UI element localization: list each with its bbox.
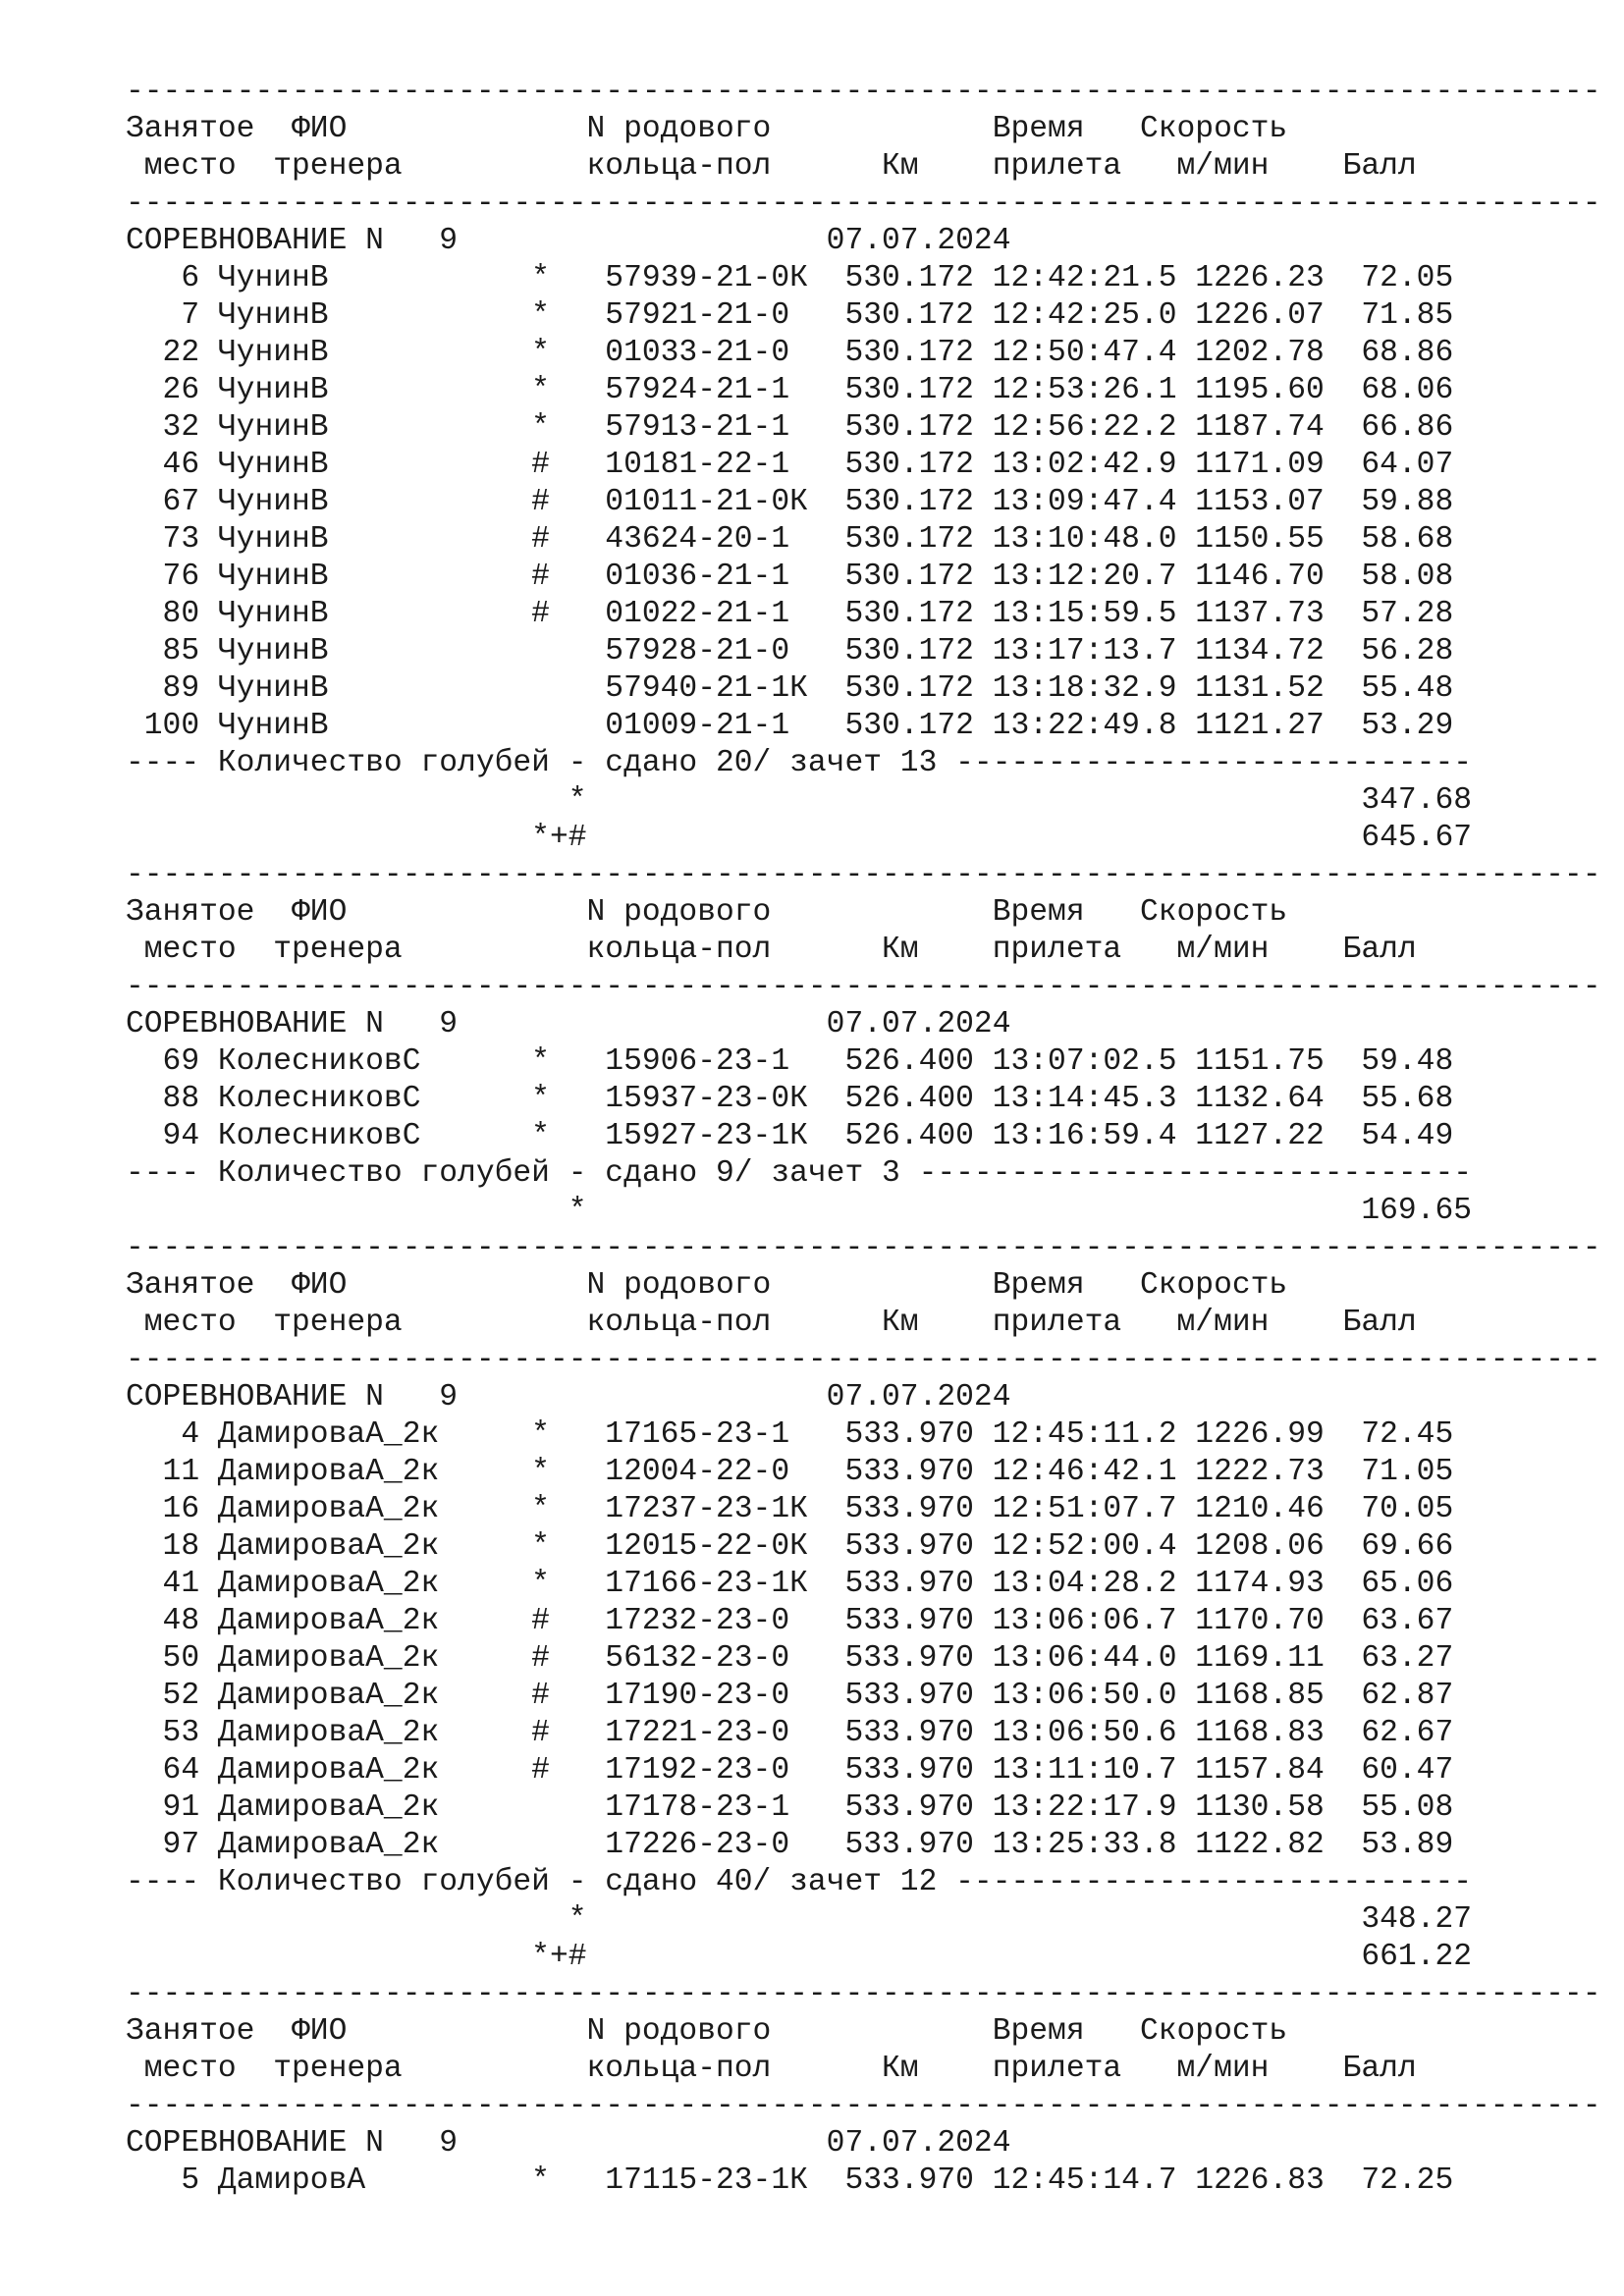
rule-line: --------------------------------------------------------------------------------: [126, 75, 1601, 109]
result-row: 73 ЧунинВ # 43624-20-1 530.172 13:10:48.0 1150.55 58.68: [126, 522, 1454, 557]
pigeon-count-line: ---- Количество голубей - сдано 9/ зачет 3 ------------------------------: [126, 1156, 1473, 1191]
column-header-line-2: место тренера кольца-пол Км прилета м/мин Балл: [126, 149, 1417, 184]
rule-line: --------------------------------------------------------------------------------: [126, 1977, 1601, 2011]
result-row: 94 КолесниковС * 15927-23-1К 526.400 13:16:59.4 1127.22 54.49: [126, 1119, 1454, 1153]
column-header-line-1: Занятое ФИО N родового Время Скорость: [126, 1268, 1417, 1303]
column-header-line-1: Занятое ФИО N родового Время Скорость: [126, 2014, 1417, 2049]
result-row: 53 ДамироваА_2к # 17221-23-0 533.970 13:06:50.6 1168.83 62.67: [126, 1716, 1454, 1750]
result-row: 88 КолесниковС * 15937-23-0К 526.400 13:14:45.3 1132.64 55.68: [126, 1082, 1454, 1116]
result-row: 85 ЧунинВ 57928-21-0 530.172 13:17:13.7 1134.72 56.28: [126, 634, 1454, 668]
result-row: 16 ДамироваА_2к * 17237-23-1К 533.970 12:51:07.7 1210.46 70.05: [126, 1492, 1454, 1526]
rule-line: --------------------------------------------------------------------------------: [126, 970, 1601, 1004]
competition-line: СОРЕВНОВАНИЕ N 9 07.07.2024: [126, 2126, 1011, 2161]
result-row: 89 ЧунинВ 57940-21-1К 530.172 13:18:32.9 1131.52 55.48: [126, 671, 1454, 706]
rule-line: --------------------------------------------------------------------------------: [126, 1231, 1601, 1265]
result-row: 4 ДамироваА_2к * 17165-23-1 533.970 12:45:11.2 1226.99 72.45: [126, 1417, 1454, 1452]
result-row: 76 ЧунинВ # 01036-21-1 530.172 13:12:20.7 1146.70 58.08: [126, 560, 1454, 594]
rule-line: --------------------------------------------------------------------------------: [126, 187, 1601, 221]
pigeon-count-line: ---- Количество голубей - сдано 20/ зачет 13 ----------------------------: [126, 746, 1473, 780]
score-total-line: * 348.27: [126, 1902, 1473, 1937]
result-row: 18 ДамироваА_2к * 12015-22-0К 533.970 12:52:00.4 1208.06 69.66: [126, 1529, 1454, 1564]
score-total-line: * 169.65: [126, 1194, 1473, 1228]
result-row: 5 ДамировА * 17115-23-1К 533.970 12:45:14.7 1226.83 72.25: [126, 2163, 1454, 2198]
column-header-line-1: Занятое ФИО N родового Время Скорость: [126, 895, 1417, 930]
result-row: 32 ЧунинВ * 57913-21-1 530.172 12:56:22.2 1187.74 66.86: [126, 410, 1454, 445]
column-header-line-2: место тренера кольца-пол Км прилета м/мин Балл: [126, 1306, 1417, 1340]
score-total-line: * 347.68: [126, 783, 1473, 818]
result-row: 7 ЧунинВ * 57921-21-0 530.172 12:42:25.0 1226.07 71.85: [126, 298, 1454, 333]
result-row: 80 ЧунинВ # 01022-21-1 530.172 13:15:59.5 1137.73 57.28: [126, 597, 1454, 631]
score-total-line: *+# 645.67: [126, 821, 1473, 855]
result-row: 69 КолесниковС * 15906-23-1 526.400 13:07:02.5 1151.75 59.48: [126, 1044, 1454, 1079]
result-row: 6 ЧунинВ * 57939-21-0К 530.172 12:42:21.5 1226.23 72.05: [126, 261, 1454, 295]
column-header-line-2: место тренера кольца-пол Км прилета м/мин Балл: [126, 2052, 1417, 2086]
rule-line: --------------------------------------------------------------------------------: [126, 858, 1601, 892]
result-row: 52 ДамироваА_2к # 17190-23-0 533.970 13:06:50.0 1168.85 62.87: [126, 1679, 1454, 1713]
result-row: 46 ЧунинВ # 10181-22-1 530.172 13:02:42.9 1171.09 64.07: [126, 448, 1454, 482]
result-row: 41 ДамироваА_2к * 17166-23-1К 533.970 13:04:28.2 1174.93 65.06: [126, 1567, 1454, 1601]
competition-line: СОРЕВНОВАНИЕ N 9 07.07.2024: [126, 1380, 1011, 1415]
pigeon-count-line: ---- Количество голубей - сдано 40/ зачет 12 ----------------------------: [126, 1865, 1473, 1899]
result-row: 48 ДамироваА_2к # 17232-23-0 533.970 13:06:06.7 1170.70 63.67: [126, 1604, 1454, 1638]
competition-line: СОРЕВНОВАНИЕ N 9 07.07.2024: [126, 224, 1011, 258]
result-row: 26 ЧунинВ * 57924-21-1 530.172 12:53:26.1 1195.60 68.06: [126, 373, 1454, 407]
result-row: 50 ДамироваА_2к # 56132-23-0 533.970 13:06:44.0 1169.11 63.27: [126, 1641, 1454, 1676]
result-row: 22 ЧунинВ * 01033-21-0 530.172 12:50:47.4 1202.78 68.86: [126, 336, 1454, 370]
score-total-line: *+# 661.22: [126, 1940, 1473, 1974]
result-row: 91 ДамироваА_2к 17178-23-1 533.970 13:22:17.9 1130.58 55.08: [126, 1790, 1454, 1825]
result-row: 97 ДамироваА_2к 17226-23-0 533.970 13:25:33.8 1122.82 53.89: [126, 1828, 1454, 1862]
rule-line: --------------------------------------------------------------------------------: [126, 2089, 1601, 2123]
column-header-line-2: место тренера кольца-пол Км прилета м/мин Балл: [126, 933, 1417, 967]
competition-line: СОРЕВНОВАНИЕ N 9 07.07.2024: [126, 1007, 1011, 1041]
result-row: 100 ЧунинВ 01009-21-1 530.172 13:22:49.8 1121.27 53.29: [126, 709, 1454, 743]
results-printout: [126, 74, 1601, 2200]
column-header-line-1: Занятое ФИО N родового Время Скорость: [126, 112, 1417, 146]
result-row: 67 ЧунинВ # 01011-21-0К 530.172 13:09:47.4 1153.07 59.88: [126, 485, 1454, 519]
result-row: 11 ДамироваА_2к * 12004-22-0 533.970 12:46:42.1 1222.73 71.05: [126, 1455, 1454, 1489]
result-row: 64 ДамироваА_2к # 17192-23-0 533.970 13:11:10.7 1157.84 60.47: [126, 1753, 1454, 1788]
rule-line: --------------------------------------------------------------------------------: [126, 1343, 1601, 1377]
